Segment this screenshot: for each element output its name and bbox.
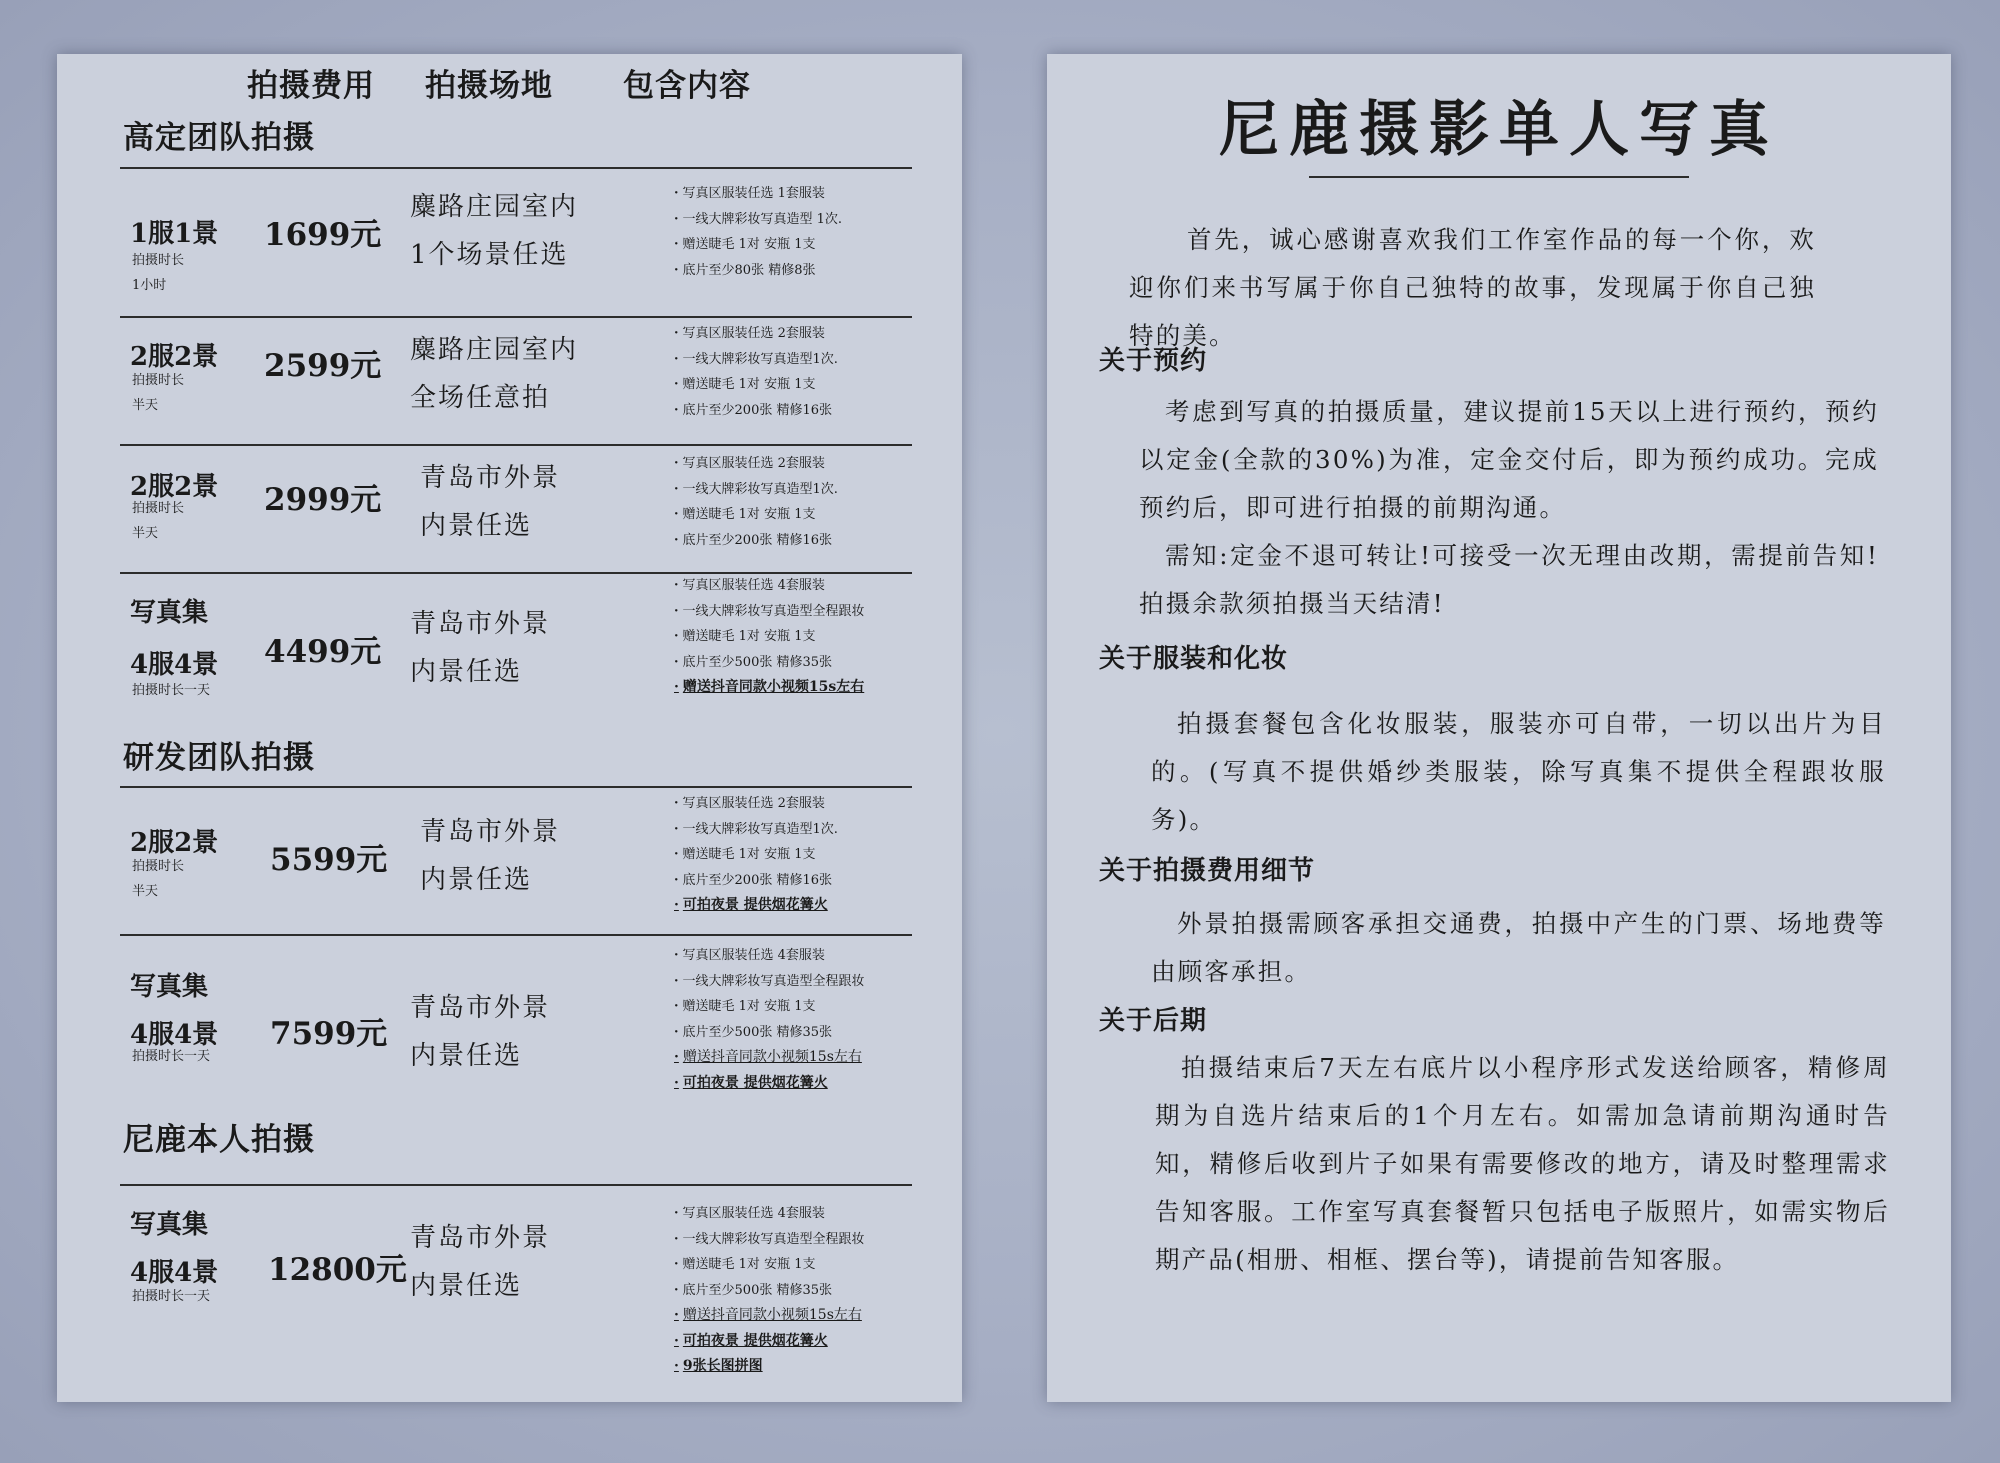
include-extra: · 9张长图拼图 xyxy=(674,1354,914,1380)
include-extra: · 可拍夜景 提供烟花篝火 xyxy=(674,893,914,919)
include-item: · 底片至少200张 精修16张 xyxy=(674,528,914,554)
column-header-location: 拍摄场地 xyxy=(425,67,553,104)
include-item: · 赠送睫毛 1对 安瓶 1支 xyxy=(674,502,914,528)
include-extra: · 可拍夜景 提供烟花篝火 xyxy=(674,1329,914,1355)
include-item: · 赠送睫毛 1对 安瓶 1支 xyxy=(674,624,914,650)
booking-paragraph: 考虑到写真的拍摄质量，建议提前15天以上进行预约，预约以定金(全款的30%)为准，定金交付后，即为预约成功。完成预约后，即可进行拍摄的前期沟通。 xyxy=(1139,397,1879,522)
include-item: · 写真区服装任选 2套服装 xyxy=(674,451,914,477)
include-item: · 赠送睫毛 1对 安瓶 1支 xyxy=(674,372,914,398)
include-item: · 底片至少500张 精修35张 xyxy=(674,650,914,676)
package-row xyxy=(120,936,912,1116)
include-item: · 一线大牌彩妆写真造型全程跟妆 xyxy=(674,969,914,995)
package-price: 1699元 xyxy=(264,217,382,253)
package-price: 2999元 xyxy=(264,482,382,518)
package-duration: 拍摄时长 1小时 xyxy=(132,253,185,293)
package-location: 麋路庄园室内 全场任意拍 xyxy=(410,335,579,413)
include-item: · 底片至少200张 精修16张 xyxy=(674,398,914,424)
include-extra: · 赠送抖音同款小视频15s左右 xyxy=(674,1045,914,1071)
heading-costume: 关于服装和化妆 xyxy=(1099,644,1289,674)
package-location: 麋路庄园室内 1个场景任选 xyxy=(410,192,579,270)
package-price: 12800元 xyxy=(268,1252,407,1288)
heading-fees: 关于拍摄费用细节 xyxy=(1099,856,1316,886)
post-paragraph: 拍摄结束后7天左右底片以小程序形式发送给顾客，精修周期为自选片结束后的1个月左右。如需加急请前期沟通时告知，精修后收到片子如果有需要修改的地方，请及时整理需求告知客服。工作室写真套餐暂只包括电子版照片，如需实物后期产品(相册、相框、摆台等)，请提前告知客服。 xyxy=(1155,1053,1890,1274)
package-price: 4499元 xyxy=(264,634,382,670)
price-list-page xyxy=(57,54,962,1402)
package-includes xyxy=(674,451,914,553)
include-item: · 赠送睫毛 1对 安瓶 1支 xyxy=(674,994,914,1020)
package-name-sub: 4服4景 xyxy=(130,1020,219,1050)
package-row xyxy=(120,788,912,938)
include-item: · 一线大牌彩妆写真造型1次. xyxy=(674,347,914,373)
include-item: · 写真区服装任选 2套服装 xyxy=(674,791,914,817)
package-includes xyxy=(674,321,914,423)
include-item: · 写真区服装任选 4套服装 xyxy=(674,943,914,969)
package-row xyxy=(120,1186,912,1396)
include-item: · 底片至少500张 精修35张 xyxy=(674,1278,914,1304)
include-item: · 一线大牌彩妆写真造型全程跟妆 xyxy=(674,1227,914,1253)
package-name: 写真集 xyxy=(130,1210,209,1240)
include-item: · 底片至少80张 精修8张 xyxy=(674,258,914,284)
package-row xyxy=(120,574,912,714)
section-title-nilu-personal: 尼鹿本人拍摄 xyxy=(123,1122,315,1158)
package-name: 2服2景 xyxy=(130,342,219,372)
notes-page xyxy=(1047,54,1951,1402)
package-price: 7599元 xyxy=(270,1016,388,1052)
package-name: 2服2景 xyxy=(130,828,219,858)
package-price: 5599元 xyxy=(270,842,388,878)
include-item: · 一线大牌彩妆写真造型全程跟妆 xyxy=(674,599,914,625)
package-row xyxy=(120,446,912,574)
package-name: 写真集 xyxy=(130,598,209,628)
include-extra: · 可拍夜景 提供烟花篝火 xyxy=(674,1071,914,1097)
include-item: · 写真区服装任选 4套服装 xyxy=(674,573,914,599)
title-underline xyxy=(1309,176,1689,178)
include-item: · 写真区服装任选 2套服装 xyxy=(674,321,914,347)
package-name-sub: 4服4景 xyxy=(130,1258,219,1288)
package-includes xyxy=(674,791,914,919)
heading-booking: 关于预约 xyxy=(1099,346,1208,376)
package-name: 写真集 xyxy=(130,972,209,1002)
package-includes xyxy=(674,573,914,701)
include-extra: · 赠送抖音同款小视频15s左右 xyxy=(674,675,914,701)
include-extra: · 赠送抖音同款小视频15s左右 xyxy=(674,1303,914,1329)
package-location: 青岛市外景 内景任选 xyxy=(410,1223,551,1301)
include-item: · 一线大牌彩妆写真造型1次. xyxy=(674,477,914,503)
package-includes xyxy=(674,1201,914,1380)
include-item: · 一线大牌彩妆写真造型1次. xyxy=(674,817,914,843)
include-item: · 赠送睫毛 1对 安瓶 1支 xyxy=(674,1252,914,1278)
package-location: 青岛市外景 内景任选 xyxy=(420,817,561,895)
package-duration: 拍摄时长 半天 xyxy=(132,373,185,413)
include-item: · 一线大牌彩妆写真造型 1次. xyxy=(674,207,914,233)
document-title: 尼鹿摄影单人写真 xyxy=(1219,95,1779,165)
include-item: · 赠送睫毛 1对 安瓶 1支 xyxy=(674,232,914,258)
heading-post: 关于后期 xyxy=(1099,1006,1208,1036)
package-row xyxy=(120,318,912,446)
fees-paragraph: 外景拍摄需顾客承担交通费，拍摄中产生的门票、场地费等由顾客承担。 xyxy=(1151,909,1886,986)
package-location: 青岛市外景 内景任选 xyxy=(410,609,551,687)
package-duration: 拍摄时长 半天 xyxy=(132,501,185,541)
include-item: · 赠送睫毛 1对 安瓶 1支 xyxy=(674,842,914,868)
include-item: · 底片至少500张 精修35张 xyxy=(674,1020,914,1046)
package-duration: 拍摄时长一天 xyxy=(132,683,211,698)
include-item: · 写真区服装任选 4套服装 xyxy=(674,1201,914,1227)
include-item: · 底片至少200张 精修16张 xyxy=(674,868,914,894)
package-name-sub: 4服4景 xyxy=(130,650,219,680)
package-price: 2599元 xyxy=(264,348,382,384)
include-item: · 写真区服装任选 1套服装 xyxy=(674,181,914,207)
package-location: 青岛市外景 内景任选 xyxy=(410,993,551,1071)
package-name: 1服1景 xyxy=(130,219,219,249)
package-duration: 拍摄时长 半天 xyxy=(132,859,185,899)
section-title-rd-team: 研发团队拍摄 xyxy=(123,740,315,776)
costume-paragraph: 拍摄套餐包含化妆服装，服装亦可自带，一切以出片为目的。(写真不提供婚纱类服装，除写真集不提供全程跟妆服务)。 xyxy=(1151,709,1886,834)
column-header-price: 拍摄费用 xyxy=(247,67,375,104)
package-row xyxy=(120,169,912,319)
booking-notice: 需知:定金不退可转让!可接受一次无理由改期，需提前告知!拍摄余款须拍摄当天结清! xyxy=(1139,541,1879,618)
package-includes xyxy=(674,943,914,1096)
intro-paragraph: 首先，诚心感谢喜欢我们工作室作品的每一个你，欢迎你们来书写属于你自己独特的故事，发现属于你自己独特的美。 xyxy=(1129,225,1816,350)
package-includes xyxy=(674,181,914,283)
section-title-custom-team: 高定团队拍摄 xyxy=(123,120,315,156)
package-duration: 拍摄时长一天 xyxy=(132,1049,211,1064)
column-header-includes: 包含内容 xyxy=(623,67,751,104)
package-location: 青岛市外景 内景任选 xyxy=(420,463,561,541)
package-name: 2服2景 xyxy=(130,472,219,502)
package-duration: 拍摄时长一天 xyxy=(132,1289,211,1304)
